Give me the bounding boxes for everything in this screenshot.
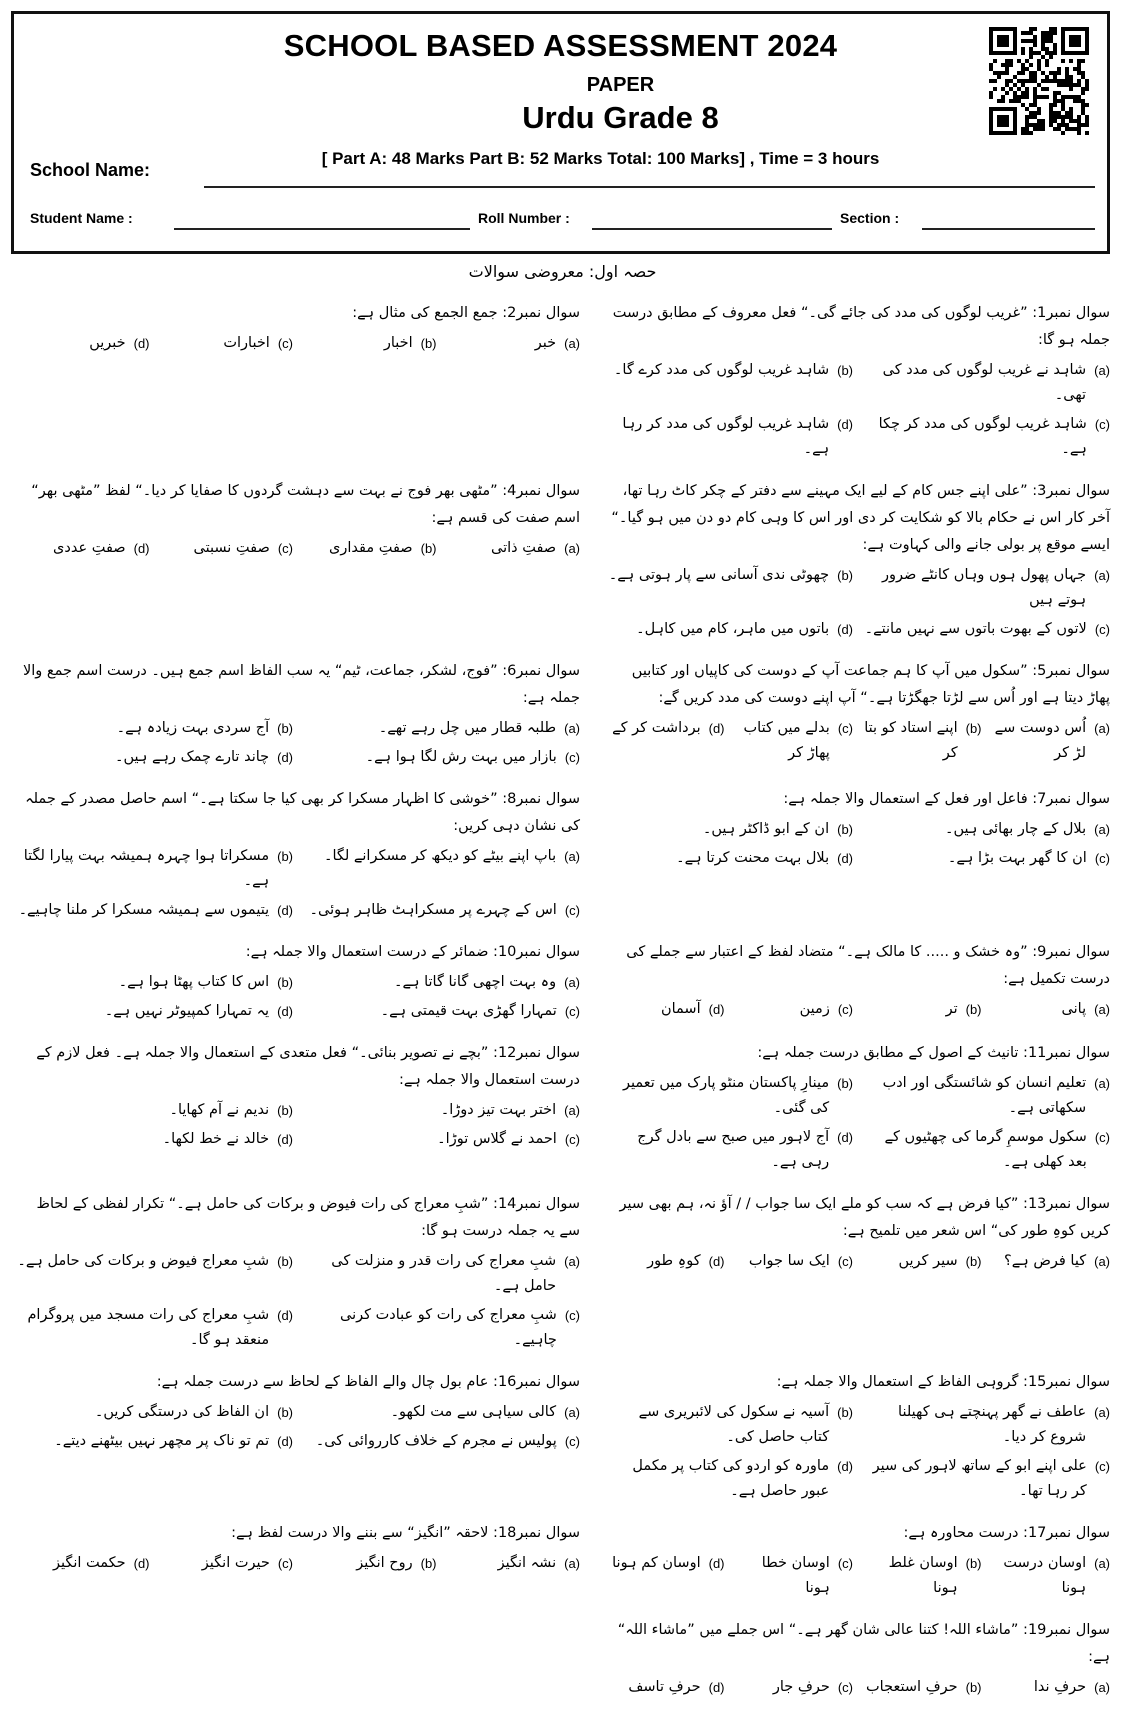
option-text: چاند تارے چمک رہے ہیں۔ bbox=[114, 749, 270, 765]
options bbox=[16, 1249, 580, 1353]
option-text: مسکراتا ہوا چہرہ ہمیشہ بہت پیارا لگتا ہے۔ bbox=[23, 848, 270, 889]
option-text: اس کے چہرے پر مسکراہٹ ظاہر ہوئی۔ bbox=[309, 902, 557, 918]
options bbox=[16, 844, 580, 923]
option-letter: (c) bbox=[837, 1680, 853, 1695]
option-b[interactable] bbox=[303, 536, 437, 561]
option-letter: (a) bbox=[1094, 1680, 1110, 1695]
options bbox=[16, 1551, 580, 1576]
option-text: زمین bbox=[799, 1001, 830, 1017]
option-text: آج سردی بہت زیادہ ہے۔ bbox=[116, 720, 270, 736]
question-16 bbox=[16, 1369, 580, 1454]
option-text: پولیس نے مجرم کے خلاف کارروائی کی۔ bbox=[315, 1433, 557, 1449]
option-text: کوہِ طور bbox=[647, 1253, 701, 1269]
option-d[interactable] bbox=[606, 846, 853, 871]
option-b[interactable] bbox=[606, 563, 853, 613]
option-letter: (d) bbox=[133, 1556, 150, 1571]
option-text: صفتِ مقداری bbox=[329, 540, 413, 556]
options bbox=[16, 331, 580, 356]
option-text: اوسان خطا ہونا bbox=[761, 1555, 830, 1596]
option-text: ایک سا جواب bbox=[748, 1253, 830, 1269]
option-letter: (c) bbox=[564, 1308, 580, 1323]
option-c[interactable] bbox=[160, 331, 294, 356]
question-text: سوال نمبر3: ”علی اپنے جس کام کے لیے ایک مہینے سے دفتر کے چکر کاٹ رہا تھا، آخر کار اس نے حکام بالا کو شکایت کر دی اور اس کا وہی کام دو دن میں ہو گیا۔“ ایسے موقع پر بولی جانے والی کہاوت ہے: bbox=[611, 483, 1110, 553]
question-18 bbox=[16, 1520, 580, 1576]
option-text: اُس دوست سے لڑ کر bbox=[994, 720, 1087, 761]
option-d[interactable] bbox=[606, 617, 853, 642]
option-a[interactable] bbox=[303, 1400, 580, 1425]
option-text: خالد نے خط لکھا۔ bbox=[162, 1131, 270, 1147]
question-text: سوال نمبر1: ”غریب لوگوں کی مدد کی جائے گی۔“ فعل معروف کے مطابق درست جملہ ہو گا: bbox=[612, 305, 1110, 348]
option-text: باتوں میں ماہر، کام میں کاہل۔ bbox=[636, 621, 830, 637]
option-d[interactable] bbox=[16, 331, 150, 356]
option-a[interactable] bbox=[992, 1249, 1111, 1274]
option-text: اوسان کم ہونا bbox=[612, 1555, 701, 1571]
roll-number-label: Roll Number : bbox=[478, 210, 570, 226]
option-letter: (a) bbox=[1094, 1002, 1110, 1017]
question-15 bbox=[606, 1369, 1110, 1504]
option-c[interactable] bbox=[303, 898, 580, 923]
question-5 bbox=[606, 658, 1110, 766]
option-d[interactable] bbox=[606, 1675, 725, 1700]
option-text: اوسان درست ہونا bbox=[1003, 1555, 1087, 1596]
question-text: سوال نمبر12: ”بچے نے تصویر بنائی۔“ فعل متعدی کے استعمال والا جملہ ہے۔ فعل لازم کے درست استعمال والا جملہ ہے: bbox=[36, 1045, 580, 1088]
question-text: سوال نمبر9: ”وہ خشک و ..... کا مالک ہے۔“ متضاد لفظ کے اعتبار سے جملے کی درست تکمیل ہے: bbox=[626, 944, 1110, 987]
option-text: شبِ معراج کی رات کو عبادت کرنی چاہیے۔ bbox=[339, 1307, 557, 1348]
option-letter: (a) bbox=[1094, 721, 1110, 736]
option-text: اخبارات bbox=[223, 335, 270, 351]
option-a[interactable] bbox=[863, 563, 1110, 613]
option-b[interactable] bbox=[303, 331, 437, 356]
option-letter: (b) bbox=[420, 336, 437, 351]
option-letter: (c) bbox=[277, 541, 293, 556]
option-text: صفتِ عددی bbox=[53, 540, 126, 556]
option-letter: (d) bbox=[837, 1459, 853, 1474]
option-text: صفتِ نسبتی bbox=[193, 540, 270, 556]
option-a[interactable] bbox=[447, 536, 581, 561]
option-b[interactable] bbox=[16, 716, 293, 741]
section-title: حصہ اول: معروضی سوالات bbox=[468, 262, 657, 281]
options bbox=[606, 1400, 1110, 1504]
option-text: اختر بہت تیز دوڑا۔ bbox=[440, 1102, 557, 1118]
options bbox=[606, 997, 1110, 1022]
option-b[interactable] bbox=[606, 358, 853, 408]
option-text: وہ بہت اچھی گانا گاتا ہے۔ bbox=[393, 974, 557, 990]
option-a[interactable] bbox=[303, 844, 580, 894]
option-letter: (c) bbox=[837, 721, 853, 736]
option-c[interactable] bbox=[735, 997, 854, 1022]
option-text: حیرت انگیز bbox=[201, 1555, 270, 1571]
question-text: سوال نمبر7: فاعل اور فعل کے استعمال والا جملہ ہے: bbox=[783, 791, 1110, 807]
options bbox=[606, 358, 1110, 462]
question-19 bbox=[606, 1617, 1110, 1700]
option-c[interactable] bbox=[735, 1675, 854, 1700]
option-letter: (a) bbox=[564, 541, 580, 556]
question-3 bbox=[606, 478, 1110, 642]
option-c[interactable] bbox=[303, 745, 580, 770]
option-d[interactable] bbox=[16, 1551, 150, 1576]
option-b[interactable] bbox=[863, 1249, 982, 1274]
option-text: برداشت کر کے bbox=[612, 720, 701, 736]
option-text: کالی سیاہی سے مت لکھو۔ bbox=[390, 1404, 557, 1420]
option-d[interactable] bbox=[606, 1551, 725, 1601]
question-text: سوال نمبر5: ”سکول میں آپ کا ہم جماعت آپ کے دوست کی کاپیاں اور کتابیں پھاڑ دیتا ہے اور اُس سے لڑتا جھگڑتا ہے۔“ آپ اپنے دوست کی مدد کریں گے: bbox=[631, 663, 1110, 706]
option-text: تعلیم انسان کو شائستگی اور ادب سکھاتی ہے۔ bbox=[882, 1075, 1087, 1116]
option-text: ان کا گھر بہت بڑا ہے۔ bbox=[947, 850, 1087, 866]
question-12 bbox=[16, 1040, 580, 1152]
option-c[interactable] bbox=[303, 1127, 580, 1152]
option-letter: (c) bbox=[837, 1002, 853, 1017]
options bbox=[16, 970, 580, 1024]
option-letter: (c) bbox=[1094, 1459, 1110, 1474]
option-text: شبِ معراج کی رات مسجد میں پروگرام منعقد ہو گا۔ bbox=[27, 1307, 270, 1348]
option-text: شاہد نے غریب لوگوں کی مدد کی تھی۔ bbox=[882, 362, 1087, 403]
option-text: شاہد غریب لوگوں کی مدد کر چکا ہے۔ bbox=[878, 416, 1087, 457]
option-letter: (a) bbox=[1094, 1076, 1110, 1091]
option-letter: (a) bbox=[1094, 1556, 1110, 1571]
option-letter: (b) bbox=[277, 849, 293, 864]
option-text: باپ اپنے بیٹے کو دیکھ کر مسکرانے لگا۔ bbox=[323, 848, 557, 864]
option-a[interactable] bbox=[992, 997, 1111, 1022]
options bbox=[606, 1071, 1110, 1175]
option-b[interactable] bbox=[863, 716, 982, 766]
option-letter: (d) bbox=[133, 336, 150, 351]
option-letter: (b) bbox=[965, 721, 982, 736]
option-letter: (b) bbox=[837, 1076, 853, 1091]
option-letter: (a) bbox=[564, 975, 580, 990]
options bbox=[16, 1400, 580, 1454]
option-letter: (d) bbox=[708, 1556, 725, 1571]
options bbox=[606, 716, 1110, 766]
option-text: بلال کے چار بھائی ہیں۔ bbox=[945, 821, 1087, 837]
option-letter: (c) bbox=[564, 1434, 580, 1449]
option-b[interactable] bbox=[606, 817, 853, 842]
option-text: ان الفاظ کی درستگی کریں۔ bbox=[94, 1404, 270, 1420]
option-letter: (d) bbox=[837, 417, 853, 432]
option-letter: (d) bbox=[277, 1434, 293, 1449]
options bbox=[606, 1675, 1110, 1700]
option-letter: (b) bbox=[420, 1556, 437, 1571]
option-letter: (a) bbox=[564, 849, 580, 864]
option-c[interactable] bbox=[303, 1303, 580, 1353]
option-c[interactable] bbox=[160, 1551, 294, 1576]
option-letter: (a) bbox=[564, 1103, 580, 1118]
question-text: سوال نمبر19: ”ماشاء اللہ! کتنا عالی شان گھر ہے۔“ اس جملے میں ”ماشاء اللہ“ ہے: bbox=[617, 1622, 1110, 1665]
option-text: جہاں پھول ہوں وہاں کانٹے ضرور ہوتے ہیں bbox=[882, 567, 1087, 608]
option-letter: (a) bbox=[564, 1405, 580, 1420]
option-b[interactable] bbox=[303, 1551, 437, 1576]
option-d[interactable] bbox=[606, 997, 725, 1022]
option-letter: (d) bbox=[277, 1132, 293, 1147]
option-letter: (d) bbox=[708, 1002, 725, 1017]
option-c[interactable] bbox=[863, 1454, 1110, 1504]
option-letter: (a) bbox=[564, 1556, 580, 1571]
question-text: سوال نمبر10: ضمائر کے درست استعمال والا جملہ ہے: bbox=[245, 944, 580, 960]
option-text: شاہد غریب لوگوں کی مدد کر رہا ہے۔ bbox=[622, 416, 830, 457]
question-2 bbox=[16, 300, 580, 356]
option-text: اخبار bbox=[383, 335, 413, 351]
option-text: لاتوں کے بھوت باتوں سے نہیں مانتے۔ bbox=[864, 621, 1087, 637]
option-letter: (a) bbox=[1094, 822, 1110, 837]
option-text: صفتِ ذاتی bbox=[491, 540, 557, 556]
option-text: شبِ معراج کی رات قدر و منزلت کی حامل ہے۔ bbox=[331, 1253, 557, 1294]
option-a[interactable] bbox=[992, 1551, 1111, 1601]
question-9 bbox=[606, 939, 1110, 1022]
option-letter: (c) bbox=[1094, 622, 1110, 637]
option-text: طلبہ قطار میں چل رہے تھے۔ bbox=[378, 720, 557, 736]
option-c[interactable] bbox=[863, 846, 1110, 871]
option-letter: (c) bbox=[837, 1556, 853, 1571]
question-8 bbox=[16, 786, 580, 923]
option-d[interactable] bbox=[606, 1454, 853, 1504]
option-a[interactable] bbox=[992, 716, 1111, 766]
option-letter: (d) bbox=[277, 750, 293, 765]
question-text: سوال نمبر4: ”مٹھی بھر فوج نے بہت سے دہشت گردوں کا صفایا کر دیا۔“ لفظ ”مٹھی بھر“ اسم صفت کی قسم ہے: bbox=[31, 483, 580, 526]
option-letter: (a) bbox=[1094, 1405, 1110, 1420]
option-letter: (c) bbox=[1094, 1130, 1110, 1145]
option-text: بدلے میں کتاب پھاڑ کر bbox=[743, 720, 830, 761]
option-text: سکول موسمِ گرما کی چھٹیوں کے بعد کھلی ہے۔ bbox=[884, 1129, 1087, 1170]
option-letter: (d) bbox=[708, 1680, 725, 1695]
option-text: حکمت انگیز bbox=[52, 1555, 126, 1571]
option-c[interactable] bbox=[735, 1551, 854, 1601]
option-text: تم تو ناک پر مچھر نہیں بیٹھنے دیتے۔ bbox=[54, 1433, 270, 1449]
question-text: سوال نمبر11: تانیث کے اصول کے مطابق درست جملہ ہے: bbox=[757, 1045, 1110, 1061]
section-label: Section : bbox=[840, 210, 900, 226]
option-c[interactable] bbox=[863, 1125, 1110, 1175]
option-a[interactable] bbox=[303, 1098, 580, 1123]
option-text: بلال بہت محنت کرتا ہے۔ bbox=[676, 850, 830, 866]
option-letter: (a) bbox=[1094, 363, 1110, 378]
option-letter: (d) bbox=[277, 1004, 293, 1019]
question-text: سوال نمبر13: ”کیا فرض ہے کہ سب کو ملے ایک سا جواب / / آؤ نہ، ہم بھی سیر کریں کوہِ طور کی“ اس شعر میں تلمیح ہے: bbox=[619, 1196, 1110, 1239]
option-d[interactable] bbox=[16, 745, 293, 770]
option-letter: (d) bbox=[708, 721, 725, 736]
option-d[interactable] bbox=[16, 999, 293, 1024]
option-text: اوسان غلط ہونا bbox=[888, 1555, 958, 1596]
question-text: سوال نمبر2: جمع الجمع کی مثال ہے: bbox=[352, 305, 580, 321]
option-letter: (b) bbox=[965, 1254, 982, 1269]
question-13 bbox=[606, 1191, 1110, 1274]
option-text: علی اپنے ابو کے ساتھ لاہور کی سیر کر رہا تھا۔ bbox=[872, 1458, 1087, 1499]
option-letter: (b) bbox=[277, 1405, 293, 1420]
option-text: چھوٹی ندی آسانی سے پار ہوتی ہے۔ bbox=[608, 567, 830, 583]
option-letter: (c) bbox=[564, 1004, 580, 1019]
option-d[interactable] bbox=[16, 1303, 293, 1353]
option-c[interactable] bbox=[735, 716, 854, 766]
option-d[interactable] bbox=[16, 1429, 293, 1454]
option-letter: (b) bbox=[277, 975, 293, 990]
option-text: حرفِ استعجاب bbox=[866, 1679, 958, 1695]
option-text: ان کے ابو ڈاکٹر ہیں۔ bbox=[702, 821, 830, 837]
question-10 bbox=[16, 939, 580, 1024]
option-d[interactable] bbox=[16, 536, 150, 561]
option-c[interactable] bbox=[863, 617, 1110, 642]
option-text: یہ تمہارا کمپیوٹر نہیں ہے۔ bbox=[104, 1003, 270, 1019]
option-letter: (d) bbox=[708, 1254, 725, 1269]
option-text: احمد نے گلاس توڑا۔ bbox=[437, 1131, 557, 1147]
option-d[interactable] bbox=[16, 1127, 293, 1152]
option-b[interactable] bbox=[606, 1071, 853, 1121]
option-letter: (b) bbox=[420, 541, 437, 556]
option-d[interactable] bbox=[606, 1249, 725, 1274]
option-text: نشہ انگیز bbox=[497, 1555, 557, 1571]
option-text: تمہارا گھڑی بہت قیمتی ہے۔ bbox=[380, 1003, 557, 1019]
option-c[interactable] bbox=[160, 536, 294, 561]
option-c[interactable] bbox=[735, 1249, 854, 1274]
option-b[interactable] bbox=[863, 997, 982, 1022]
option-letter: (b) bbox=[965, 1556, 982, 1571]
option-letter: (c) bbox=[837, 1254, 853, 1269]
option-letter: (a) bbox=[564, 721, 580, 736]
questions-area bbox=[16, 0, 1110, 1720]
option-text: اس کا کتاب پھٹا ہوا ہے۔ bbox=[118, 974, 270, 990]
options bbox=[606, 1249, 1110, 1274]
option-b[interactable] bbox=[863, 1551, 982, 1601]
option-text: کیا فرض ہے؟ bbox=[1004, 1253, 1087, 1269]
option-letter: (c) bbox=[564, 903, 580, 918]
question-1 bbox=[606, 300, 1110, 462]
option-text: تر bbox=[945, 1001, 958, 1017]
option-letter: (d) bbox=[133, 541, 150, 556]
option-c[interactable] bbox=[303, 999, 580, 1024]
question-text: سوال نمبر14: ”شبِ معراج کی رات فیوض و برکات کی حامل ہے۔“ تکرار لفظی کے لحاظ سے یہ جملہ درست ہو گا: bbox=[36, 1196, 580, 1239]
option-b[interactable] bbox=[16, 844, 293, 894]
option-d[interactable] bbox=[606, 412, 853, 462]
option-letter: (c) bbox=[564, 1132, 580, 1147]
option-b[interactable] bbox=[863, 1675, 982, 1700]
option-text: آسمان bbox=[660, 1001, 701, 1017]
option-letter: (d) bbox=[837, 622, 853, 637]
option-text: بازار میں بہت رش لگا ہوا ہے۔ bbox=[365, 749, 557, 765]
option-letter: (b) bbox=[837, 363, 853, 378]
option-letter: (c) bbox=[1094, 851, 1110, 866]
options bbox=[606, 1551, 1110, 1601]
option-text: روح انگیز bbox=[356, 1555, 413, 1571]
marks-info: [ Part A: 48 Marks Part B: 52 Marks Total: 100 Marks] , Time = 3 hours bbox=[321, 149, 880, 168]
question-text: سوال نمبر8: ”خوشی کا اظہار مسکرا کر بھی کیا جا سکتا ہے۔“ اسم حاصل مصدر کے جملہ کی نشان دہی کریں: bbox=[25, 791, 580, 834]
option-letter: (a) bbox=[1094, 568, 1110, 583]
option-text: ماورہ کو اردو کی کتاب پر مکمل عبور حاصل ہے۔ bbox=[632, 1458, 830, 1499]
school-name-label: School Name: bbox=[30, 160, 151, 180]
option-b[interactable] bbox=[16, 970, 293, 995]
option-text: آج لاہور میں صبح سے بادل گرج رہی ہے۔ bbox=[637, 1129, 830, 1170]
option-letter: (d) bbox=[277, 1308, 293, 1323]
option-c[interactable] bbox=[303, 1429, 580, 1454]
option-text: سیر کریں bbox=[898, 1253, 958, 1269]
option-a[interactable] bbox=[303, 716, 580, 741]
question-text: سوال نمبر16: عام بول چال والے الفاظ کے لحاظ سے درست جملہ ہے: bbox=[156, 1374, 580, 1390]
question-text: سوال نمبر15: گروہی الفاظ کے استعمال والا جملہ ہے: bbox=[776, 1374, 1110, 1390]
option-text: خبر bbox=[534, 335, 557, 351]
option-text: حرفِ ندا bbox=[1033, 1679, 1087, 1695]
question-4 bbox=[16, 478, 580, 561]
option-a[interactable] bbox=[447, 331, 581, 356]
options bbox=[606, 563, 1110, 642]
option-letter: (c) bbox=[277, 1556, 293, 1571]
option-text: شبِ معراج فیوض و برکات کی حامل ہے۔ bbox=[17, 1253, 270, 1269]
student-name-label: Student Name : bbox=[30, 210, 133, 226]
subject-title: Urdu Grade 8 bbox=[522, 100, 719, 135]
option-letter: (d) bbox=[277, 903, 293, 918]
option-text: یتیموں سے ہمیشہ مسکرا کر ملنا چاہیے۔ bbox=[18, 902, 270, 918]
option-letter: (c) bbox=[1094, 417, 1110, 432]
option-letter: (c) bbox=[277, 336, 293, 351]
option-letter: (b) bbox=[277, 1103, 293, 1118]
exam-title: SCHOOL BASED ASSESSMENT 2024 bbox=[283, 28, 838, 63]
question-17 bbox=[606, 1520, 1110, 1601]
question-text: سوال نمبر6: ”فوج، لشکر، جماعت، ٹیم“ یہ سب الفاظ اسم جمع ہیں۔ درست اسم جمع والا جملہ ہے: bbox=[22, 663, 580, 706]
option-letter: (b) bbox=[837, 568, 853, 583]
option-text: مینارِ پاکستان منٹو پارک میں تعمیر کی گئی۔ bbox=[622, 1075, 830, 1116]
option-text: اپنے استاد کو بتا کر bbox=[864, 720, 958, 761]
question-7 bbox=[606, 786, 1110, 871]
question-11 bbox=[606, 1040, 1110, 1175]
option-c[interactable] bbox=[863, 412, 1110, 462]
options bbox=[606, 817, 1110, 871]
option-text: خبریں bbox=[89, 335, 126, 351]
option-b[interactable] bbox=[606, 1400, 853, 1450]
option-text: ندیم نے آم کھایا۔ bbox=[169, 1102, 270, 1118]
option-d[interactable] bbox=[606, 716, 725, 766]
option-a[interactable] bbox=[992, 1675, 1111, 1700]
option-letter: (d) bbox=[837, 1130, 853, 1145]
option-b[interactable] bbox=[16, 1400, 293, 1425]
question-14 bbox=[16, 1191, 580, 1353]
options bbox=[16, 536, 580, 561]
option-letter: (a) bbox=[1094, 1254, 1110, 1269]
options bbox=[16, 716, 580, 770]
option-a[interactable] bbox=[863, 358, 1110, 408]
option-a[interactable] bbox=[447, 1551, 581, 1576]
paper-label: PAPER bbox=[586, 74, 655, 96]
question-text: سوال نمبر18: لاحقہ ”انگیز“ سے بننے والا درست لفظ ہے: bbox=[231, 1525, 580, 1541]
option-letter: (b) bbox=[837, 822, 853, 837]
option-a[interactable] bbox=[863, 1400, 1110, 1450]
option-a[interactable] bbox=[303, 1249, 580, 1299]
option-letter: (b) bbox=[837, 1405, 853, 1420]
option-letter: (b) bbox=[277, 721, 293, 736]
option-d[interactable] bbox=[16, 898, 293, 923]
option-d[interactable] bbox=[606, 1125, 853, 1175]
option-letter: (b) bbox=[965, 1002, 982, 1017]
option-text: حرفِ جار bbox=[772, 1679, 830, 1695]
option-a[interactable] bbox=[863, 1071, 1110, 1121]
option-letter: (c) bbox=[564, 750, 580, 765]
option-letter: (b) bbox=[965, 1680, 982, 1695]
option-b[interactable] bbox=[16, 1249, 293, 1299]
option-text: آسیہ نے سکول کی لائبریری سے کتاب حاصل کی۔ bbox=[638, 1404, 830, 1445]
option-a[interactable] bbox=[303, 970, 580, 995]
option-a[interactable] bbox=[863, 817, 1110, 842]
option-text: پانی bbox=[1061, 1001, 1087, 1017]
question-6 bbox=[16, 658, 580, 770]
option-text: عاطف نے گھر پہنچتے ہی کھیلنا شروع کر دیا۔ bbox=[898, 1404, 1087, 1445]
option-b[interactable] bbox=[16, 1098, 293, 1123]
option-letter: (d) bbox=[837, 851, 853, 866]
option-text: حرفِ تاسف bbox=[628, 1679, 701, 1695]
question-text: سوال نمبر17: درست محاورہ ہے: bbox=[903, 1525, 1110, 1541]
option-letter: (a) bbox=[564, 336, 580, 351]
options bbox=[16, 1098, 580, 1152]
option-text: شاہد غریب لوگوں کی مدد کرے گا۔ bbox=[613, 362, 830, 378]
option-letter: (b) bbox=[277, 1254, 293, 1269]
option-letter: (a) bbox=[564, 1254, 580, 1269]
